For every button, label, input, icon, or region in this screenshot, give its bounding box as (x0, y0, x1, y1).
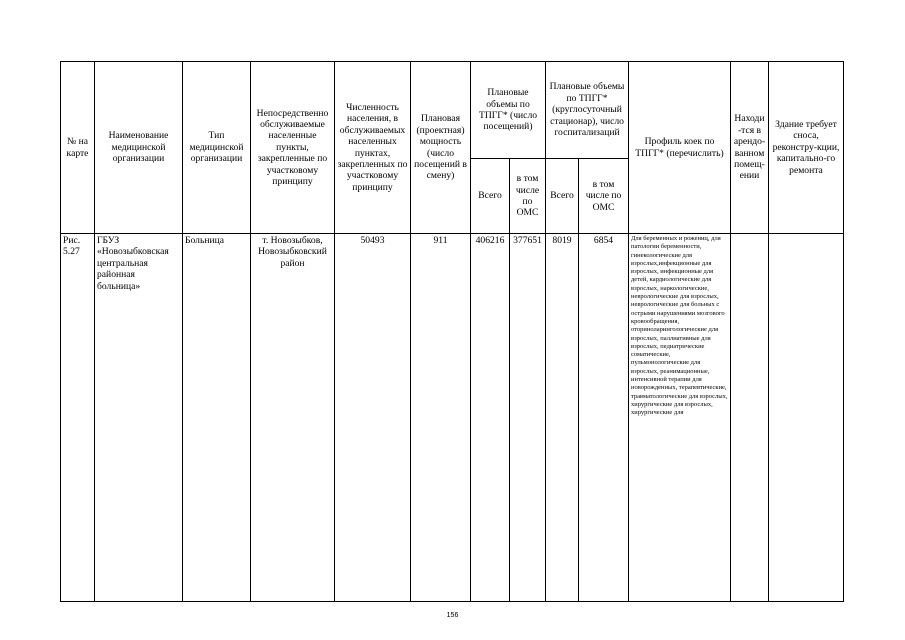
header-row-top (61, 62, 844, 159)
row-served: т. Новозыбков, Новозыбковский район (251, 234, 335, 602)
header-capacity: Плановая (проектная) мощность (число посещений в смену) (411, 62, 471, 234)
row-building (769, 234, 844, 602)
row-capacity: 911 (411, 234, 471, 602)
header-visits-oms: в том числе по ОМС (510, 159, 546, 234)
header-hosp-oms: в том числе по ОМС (579, 159, 629, 234)
header-visits-group: Плановые объемы по ТПГГ* (число посещений) (471, 62, 546, 159)
header-population: Численность населения, в обслуживаемых населенных пунктах, закрепленных по участковому принципу (335, 62, 411, 234)
row-hosp-oms: 6854 (579, 234, 629, 602)
header-profile: Профиль коек по ТПГГ* (перечислить) (629, 62, 731, 234)
row-population: 50493 (335, 234, 411, 602)
row-visits-oms: 377651 (510, 234, 546, 602)
header-building: Здание требует сноса, реконстру-кции, капитально-го ремонта (769, 62, 844, 234)
row-num: Рис. 5.27 (61, 234, 95, 602)
row-lease (731, 234, 769, 602)
row-profile: Для беременных и рожениц, для патологии беременности, гинекологические для взрослых,инфекционные для взрослых, инфекционные для детей, кардиологические для взрослых, наркологические, неврологические для взрослых, неврологические для больных с острыми нарушениями мозгового кровообращения, оториноларингологические для взрослых, паллиативные для взрослых, педиатрические соматические, пульмонологические для взрослых, реанимационные, интенсивной терапии для новорожденных, терапевтические, травматологические для взрослых, хирургические для взрослых, хирургические для (629, 234, 731, 602)
header-hosp-total: Всего (546, 159, 579, 234)
row-type: Больница (183, 234, 251, 602)
row-visits-total: 406216 (471, 234, 510, 602)
header-hosp-group: Плановые объемы по ТПГГ* (круглосуточный стационар), число госпитализаций (546, 62, 629, 159)
row-hosp-total: 8019 (546, 234, 579, 602)
header-visits-total: Всего (471, 159, 510, 234)
row-name: ГБУЗ «Новозыбковская центральная районная больница» (95, 234, 183, 602)
header-name: Наименование медицинской организации (95, 62, 183, 234)
medical-organizations-table (60, 61, 844, 602)
header-served: Непосредственно обслуживаемые населенные пункты, закрепленные по участковому принципу (251, 62, 335, 234)
page-number: 156 (446, 612, 459, 619)
header-type: Тип медицинской организации (183, 62, 251, 234)
header-num: № на карте (61, 62, 95, 234)
table-row (61, 234, 844, 602)
header-lease: Находи-тся в арендо-ванном помещ-ении (731, 62, 769, 234)
